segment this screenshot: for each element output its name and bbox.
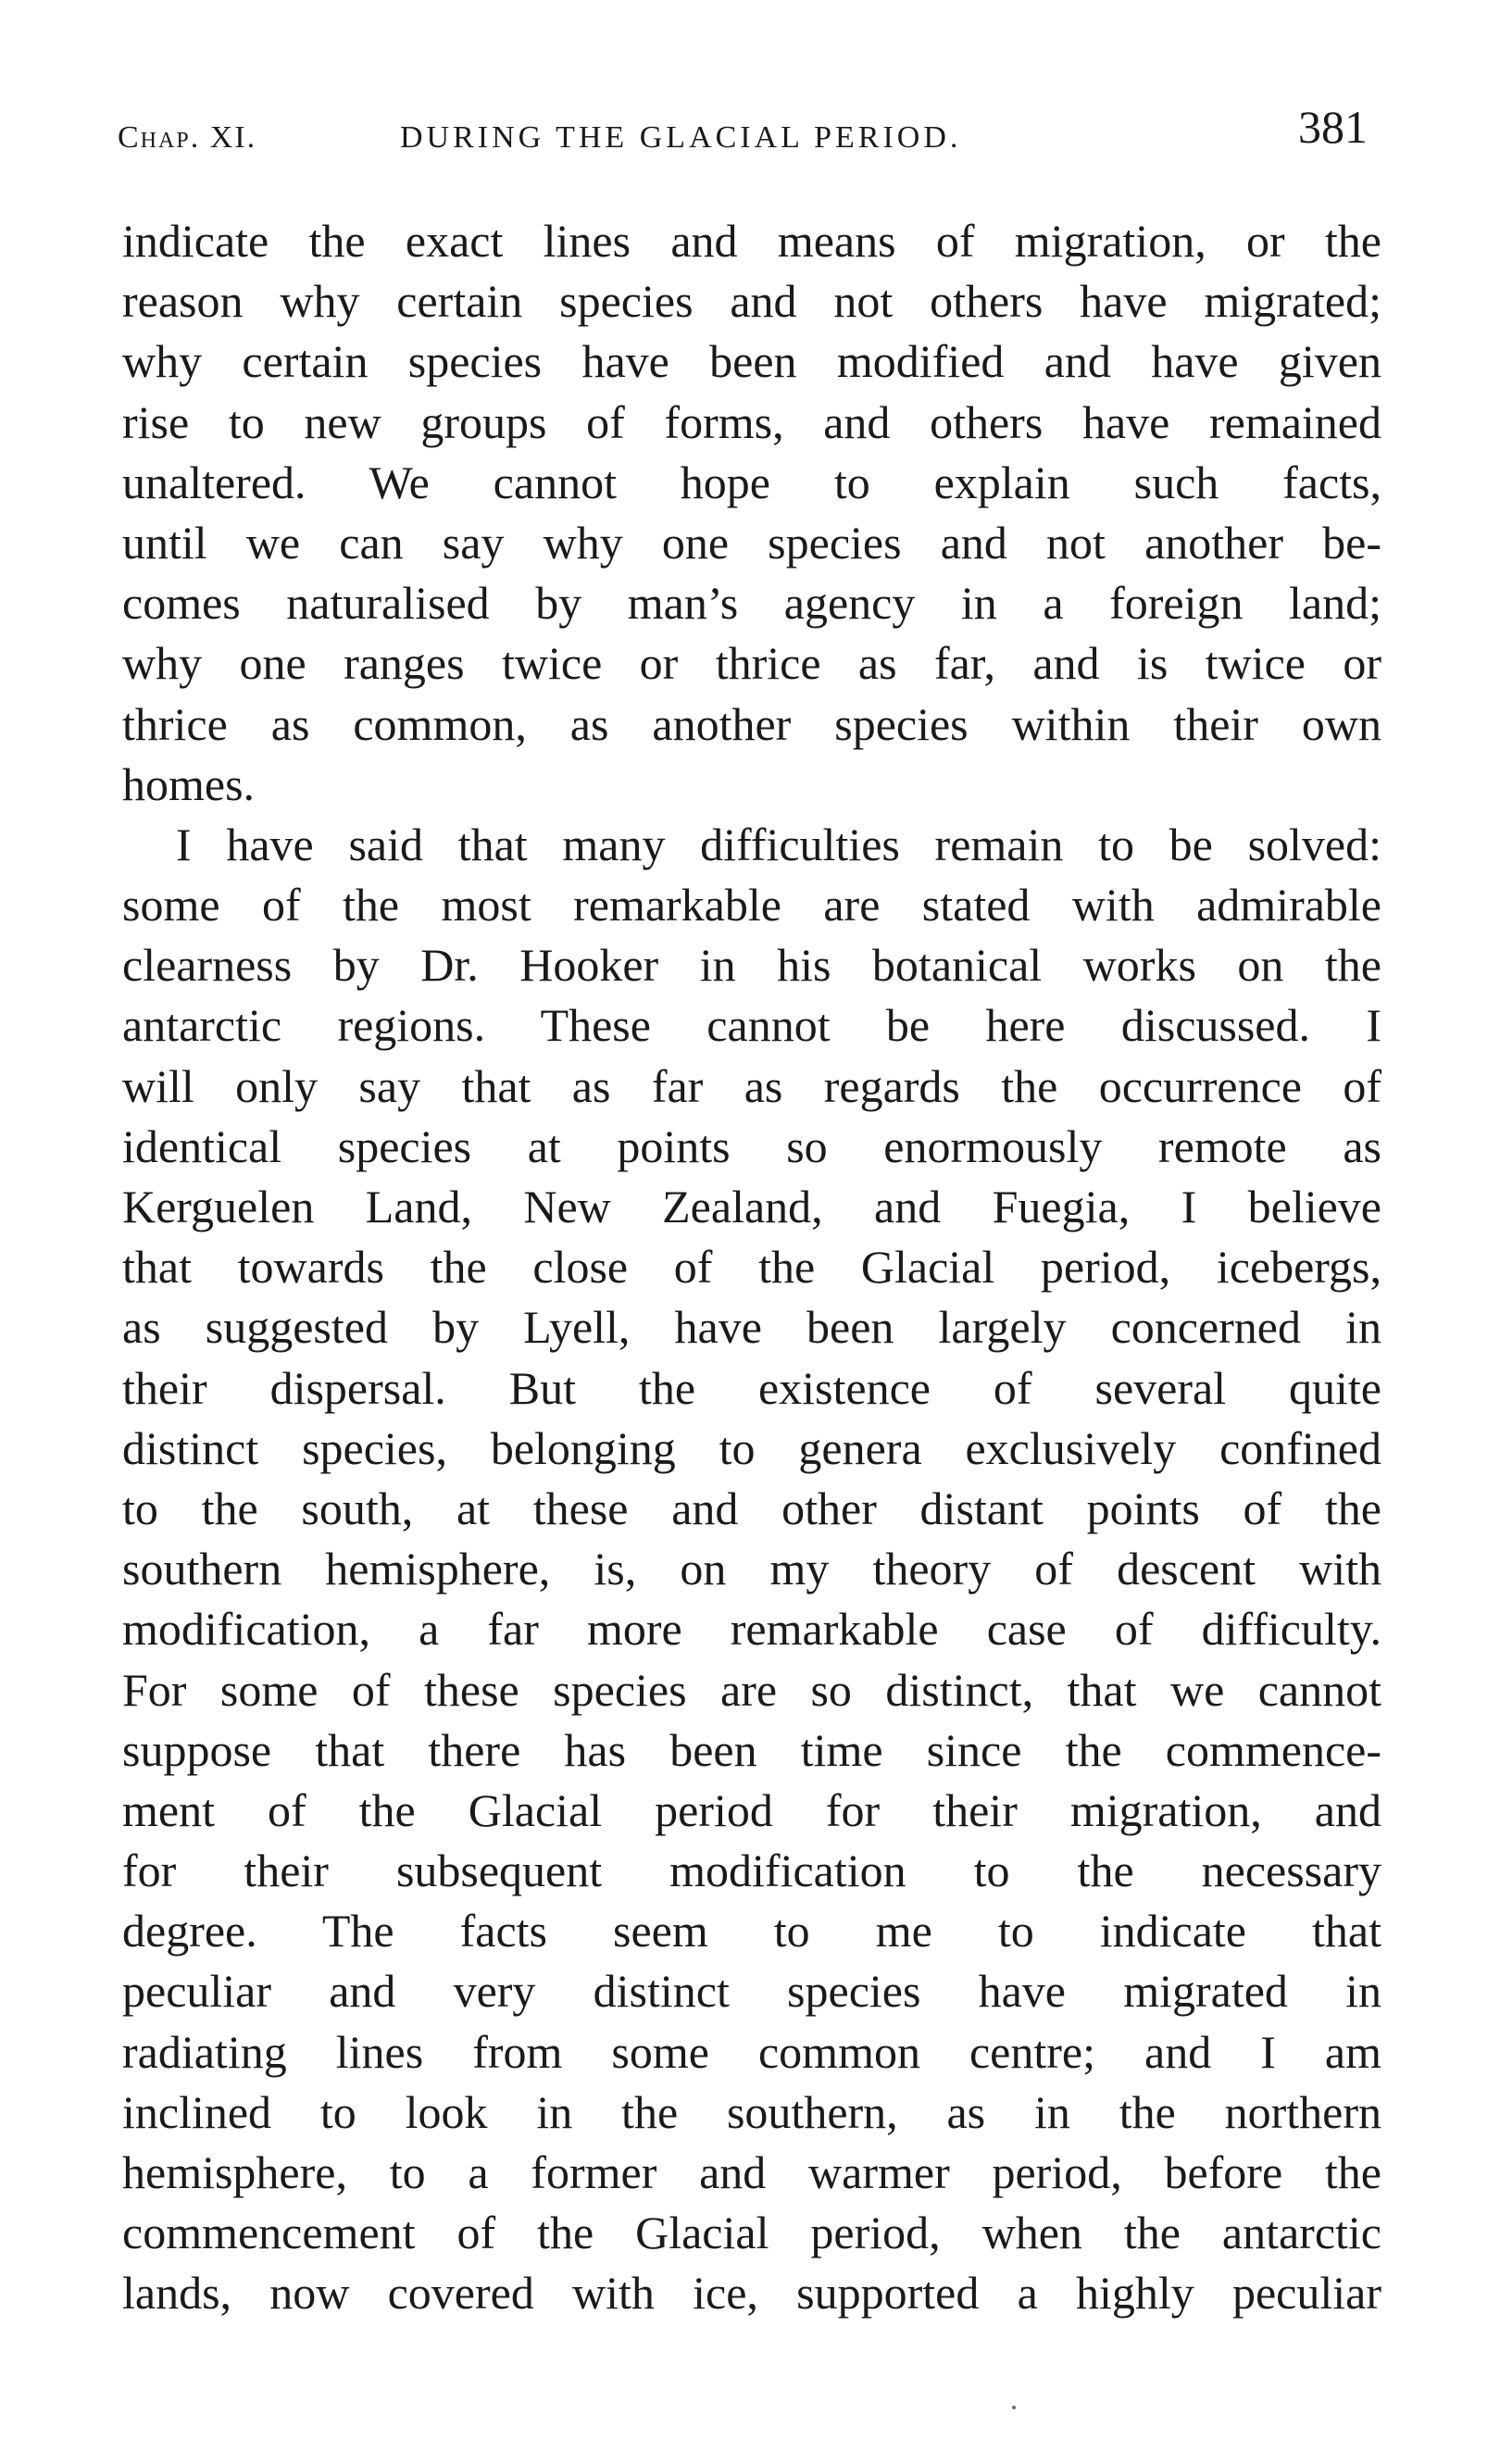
text-line: I have said that many difficulties remain to be solved: <box>176 818 1381 870</box>
text-line: homes. <box>122 757 256 810</box>
text-line: radiating lines from some common centre; and I am <box>122 2025 1381 2078</box>
text-line: reason why certain species and not others have migrated; <box>122 275 1381 328</box>
text-line: peculiar and very distinct species have migrated in <box>122 1965 1381 2018</box>
text-line: Kerguelen Land, New Zealand, and Fuegia, I believe <box>122 1181 1381 1232</box>
text-line: identical species at points so enormously remote as <box>122 1119 1381 1172</box>
text-line: as suggested by Lyell, have been largely concerned in <box>122 1301 1381 1354</box>
text-line: for their subsequent modification to the necessary <box>122 1845 1381 1897</box>
text-line: suppose that there has been time since the commence- <box>122 1723 1381 1776</box>
text-line: indicate the exact lines and means of migration, or the <box>122 215 1381 267</box>
text-line: inclined to look in the southern, as in the northern <box>122 2085 1381 2138</box>
page-number: 381 <box>1298 101 1368 153</box>
text-line: rise to new groups of forms, and others have remained <box>122 395 1381 448</box>
text-line: clearness by Dr. Hooker in his botanical works on the <box>122 939 1381 992</box>
text-line: why one ranges twice or thrice as far, and is twice or <box>122 637 1381 690</box>
running-title: DURING THE GLACIAL PERIOD. <box>400 120 962 155</box>
text-line: until we can say why one species and not another be- <box>122 516 1381 569</box>
text-line: their dispersal. But the existence of several quite <box>122 1361 1381 1414</box>
text-line: that towards the close of the Glacial period, icebergs, <box>122 1241 1381 1294</box>
text-line: commencement of the Glacial period, when the antarctic <box>122 2207 1381 2259</box>
text-line: thrice as common, as another species within their own <box>122 697 1381 750</box>
print-speck <box>1012 2406 1016 2409</box>
text-line: unaltered. We cannot hope to explain such facts, <box>122 456 1381 508</box>
text-line: hemisphere, to a former and warmer period, before the <box>122 2146 1381 2198</box>
text-line: ment of the Glacial period for their migration, and <box>122 1783 1381 1836</box>
text-line: For some of these species are so distinct, that we cannot <box>122 1663 1381 1716</box>
text-line: comes naturalised by man’s agency in a foreign land; <box>122 577 1381 630</box>
text-line: degree. The facts seem to me to indicate that <box>122 1905 1381 1957</box>
chapter-label: Chap. XI. <box>118 120 257 155</box>
text-line: why certain species have been modified and have given <box>122 335 1381 388</box>
text-line: modification, a far more remarkable case of difficulty. <box>122 1603 1381 1656</box>
text-line: lands, now covered with ice, supported a highly peculiar <box>122 2267 1381 2320</box>
text-line: distinct species, belonging to genera exclusively confined <box>122 1421 1381 1474</box>
text-line: antarctic regions. These cannot be here discussed. I <box>122 999 1381 1052</box>
text-line: to the south, at these and other distant points of the <box>122 1482 1381 1534</box>
body-text <box>122 211 1381 2324</box>
running-head <box>118 100 1368 165</box>
text-line: will only say that as far as regards the occurrence of <box>122 1059 1381 1112</box>
text-line: some of the most remarkable are stated with admirable <box>122 879 1381 932</box>
text-line: southern hemisphere, is, on my theory of descent with <box>122 1543 1381 1595</box>
